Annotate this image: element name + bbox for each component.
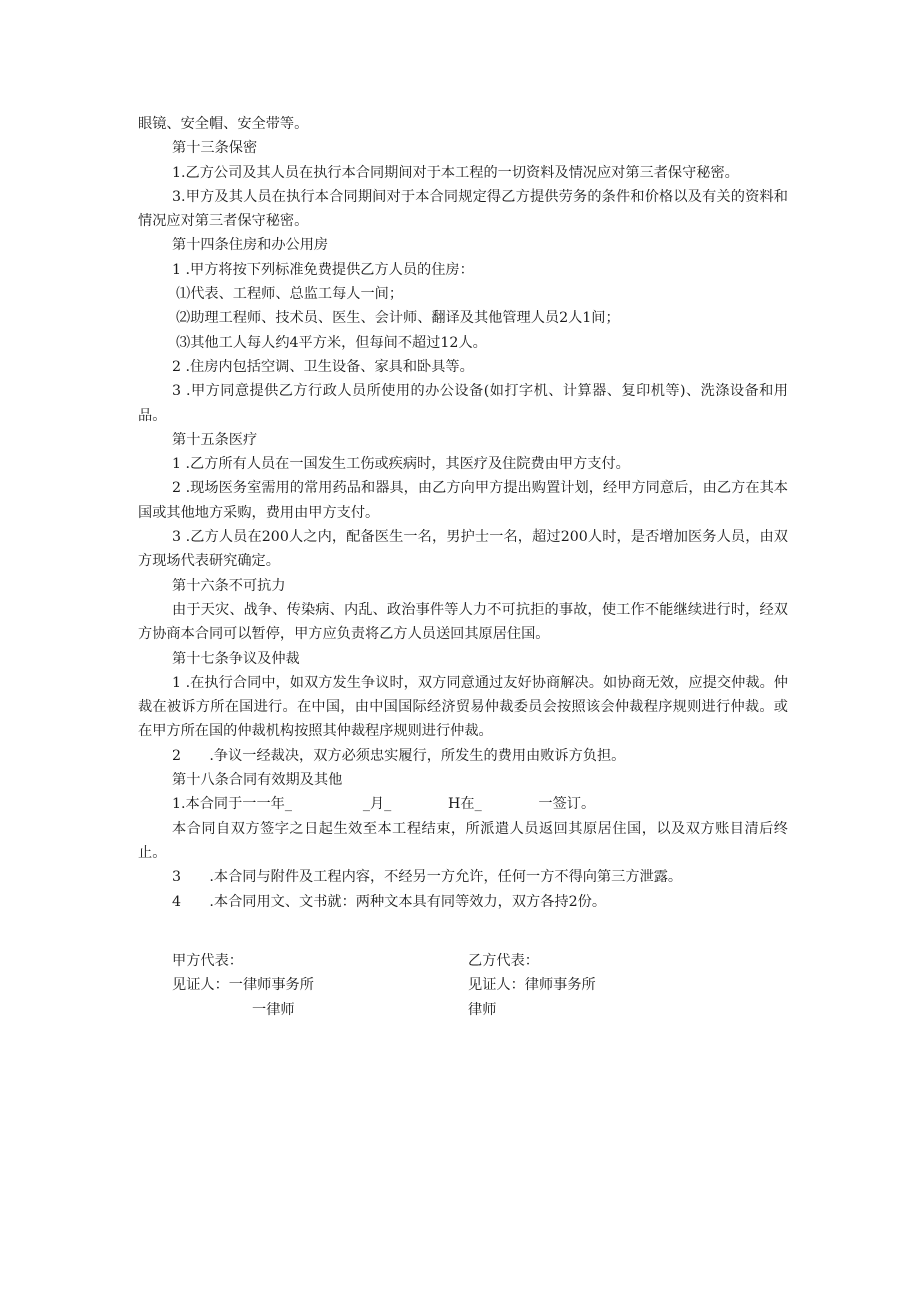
signature-block — [172, 949, 792, 1022]
paragraph: 2 .住房内包括空调、卫生设备、家具和卧具等。 — [172, 358, 474, 375]
article-18-heading: 第十八条合同有效期及其他 — [172, 772, 343, 789]
party-a-representative: 甲方代表： — [172, 953, 243, 969]
paragraph: 1 .在执行合同中，如双方发生争议时，双方同意通过友好协商解决。如协商无效，应提交仲裁。仲裁在被诉方所在国进行。在中国，由中国国际经济贸易仲裁委员会按照该会仲裁程序规则进行仲裁。或在甲方所在国的仲裁机构按照其仲裁程序规则进行仲裁。 — [138, 674, 788, 740]
party-b-representative: 乙方代表： — [468, 953, 539, 969]
sub-item: ⑵助理工程师、技术员、医生、会计师、翻译及其他管理人员2人1间； — [176, 310, 620, 327]
lawyer-row — [172, 998, 792, 1022]
paragraph: 由于天灾、战争、传染病、内乱、政治事件等人力不可抗拒的事故，使工作不能继续进行时，经双方协商本合同可以暂停，甲方应负责将乙方人员送回其原居住国。 — [138, 601, 788, 643]
party-b-witness: 见证人：律师事务所 — [468, 977, 596, 994]
article-14-heading: 第十四条住房和办公用房 — [172, 237, 329, 254]
paragraph: 4 .本合同用文、文书就：两种文本具有同等效力，双方各持2份。 — [172, 893, 607, 910]
paragraph: 2 .现场医务室需用的常用药品和器具，由乙方向甲方提出购置计划，经甲方同意后，由乙方在其本国或其他地方采购，费用由甲方支付。 — [138, 480, 788, 521]
paragraph: 1.乙方公司及其人员在执行本合同期间对于本工程的一切资料及情况应对第三者保守秘密。 — [172, 164, 739, 181]
representative-row — [172, 949, 792, 973]
paragraph: 3 .甲方同意提供乙方行政人员所使用的办公设备(如打字机、计算器、复印机等)、洗涤设备和用品。 — [138, 383, 788, 424]
paragraph: 1 .乙方所有人员在一国发生工伤或疾病时，其医疗及住院费由甲方支付。 — [172, 456, 630, 473]
party-a-lawyer: 一律师 — [252, 1001, 295, 1018]
contract-body — [138, 112, 788, 914]
article-17-heading: 第十七条争议及仲裁 — [172, 650, 300, 667]
article-15-heading: 第十五条医疗 — [172, 431, 258, 448]
paragraph: 本合同自双方签字之日起生效至本工程结束，所派遣人员返回其原居住国，以及双方账目清后终止。 — [138, 820, 788, 861]
witness-row — [172, 973, 792, 997]
paragraph: 3.甲方及其人员在执行本合同期间对于本合同规定得乙方提供劳务的条件和价格以及有关的资料和情况应对第三者保守秘密。 — [138, 188, 788, 230]
paragraph: 2 .争议一经裁决，双方必须忠实履行，所发生的费用由败诉方负担。 — [172, 747, 626, 764]
sub-item: ⑴代表、工程师、总监工每人一间； — [176, 286, 404, 303]
paragraph: 3 .乙方人员在200人之内，配备医生一名，男护士一名，超过200人时，是否增加医务人员，由双方现场代表研究确定。 — [138, 529, 788, 570]
paragraph: 3 .本合同与附件及工程内容，不经另一方允许，任何一方不得向第三方泄露。 — [172, 869, 683, 886]
sub-item: ⑶其他工人每人约4平方米，但每间不超过12人。 — [176, 334, 487, 351]
article-16-heading: 第十六条不可抗力 — [172, 577, 286, 594]
paragraph: 1 .甲方将按下列标准免费提供乙方人员的住房： — [172, 261, 474, 278]
party-a-witness: 见证人：一律师事务所 — [172, 977, 314, 994]
paragraph: 1.本合同于一一年_ _月_ H在_ 一签订。 — [172, 796, 596, 813]
article-13-heading: 第十三条保密 — [172, 140, 258, 157]
paragraph: 眼镜、安全帽、安全带等。 — [138, 116, 309, 132]
party-b-lawyer: 律师 — [468, 1001, 497, 1018]
